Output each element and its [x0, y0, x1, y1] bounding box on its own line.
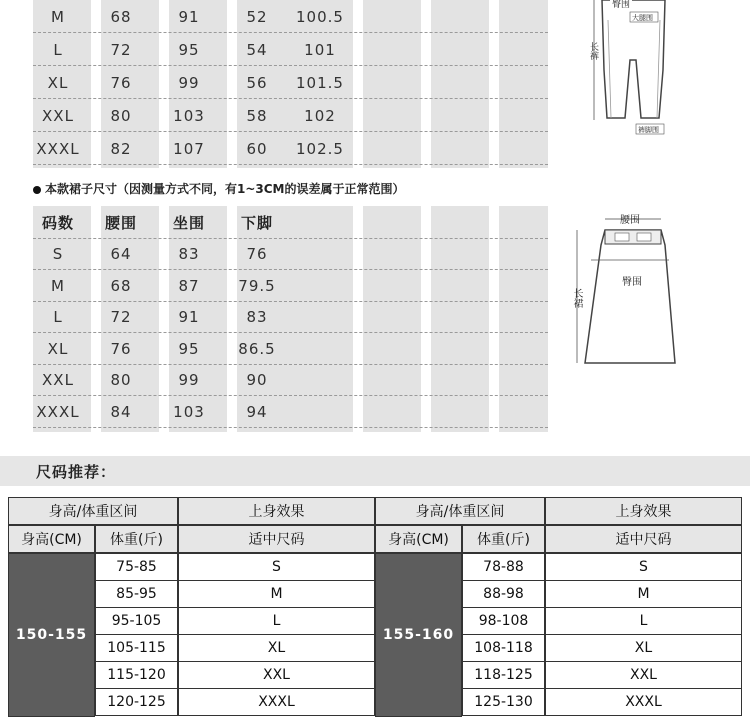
- table-cell: 72: [110, 308, 132, 327]
- size-cell: S: [178, 553, 375, 581]
- weight-header: 体重(斤): [95, 525, 178, 553]
- table-cell: XXL: [42, 371, 74, 390]
- size-cell: L: [545, 607, 742, 635]
- column-header: 码数: [41, 214, 74, 233]
- table-cell: 99: [178, 371, 200, 390]
- weight-cell: 88-98: [462, 580, 545, 608]
- pants-thigh-label: 大腿围: [632, 14, 653, 22]
- table-row: [33, 0, 548, 33]
- weight-cell: 125-130: [462, 688, 545, 716]
- table-cell: L: [53, 308, 63, 327]
- table-cell: 76: [110, 73, 132, 92]
- weight-cell: 95-105: [95, 607, 178, 635]
- table-cell: 95: [178, 339, 200, 358]
- table-row: [33, 66, 548, 99]
- range-header: 身高/体重区间: [375, 497, 545, 525]
- table-cell: 99: [178, 73, 200, 92]
- table-cell: 64: [110, 245, 132, 264]
- table-cell: XXL: [42, 106, 74, 125]
- table-cell: 95: [178, 40, 200, 59]
- pants-hip-label: 臀围: [612, 0, 631, 10]
- table-cell: 90: [246, 371, 268, 390]
- weight-cell: 98-108: [462, 607, 545, 635]
- table-cell: 79.5: [238, 276, 276, 295]
- effect-header: 上身效果: [545, 497, 742, 525]
- pants-hem-label: 裤脚围: [638, 126, 659, 134]
- effect-header: 上身效果: [178, 497, 375, 525]
- table-cell: 83: [246, 308, 268, 327]
- size-cell: XXXL: [178, 688, 375, 716]
- table-cell: 58: [246, 106, 268, 125]
- table-cell: 103: [173, 402, 205, 421]
- size-recommend-header: [0, 456, 750, 486]
- table-cell: 91: [178, 308, 200, 327]
- size-cell: XXL: [545, 661, 742, 689]
- table-cell: 80: [110, 371, 132, 390]
- table-cell: 101.5: [296, 73, 344, 92]
- table-row: [33, 333, 548, 365]
- table-cell: 82: [110, 139, 132, 158]
- skirt-header-row: [33, 207, 548, 239]
- weight-cell: 78-88: [462, 553, 545, 581]
- table-row: [33, 132, 548, 165]
- table-cell: S: [52, 245, 64, 264]
- table-cell: 52: [246, 7, 268, 26]
- weight-cell: 105-115: [95, 634, 178, 662]
- weight-cell: 115-120: [95, 661, 178, 689]
- weight-header: 体重(斤): [462, 525, 545, 553]
- weight-cell: 108-118: [462, 634, 545, 662]
- table-cell: 91: [178, 7, 200, 26]
- table-row: [33, 99, 548, 132]
- table-cell: XXXL: [36, 402, 80, 421]
- table-cell: 100.5: [296, 7, 344, 26]
- skirt-waist-label: 腰围: [620, 215, 640, 226]
- table-cell: 87: [178, 276, 200, 295]
- skirt-size-note: 本款裙子尺寸（因测量方式不同，有1~3CM的误差属于正常范围）: [33, 180, 405, 197]
- size-cell: XL: [178, 634, 375, 662]
- skirt-hip-label: 臀围: [622, 277, 642, 288]
- table-cell: XL: [47, 339, 69, 358]
- column-header: 腰围: [104, 214, 137, 233]
- table-cell: 102.5: [296, 139, 344, 158]
- weight-cell: 85-95: [95, 580, 178, 608]
- height-header: 身高(CM): [375, 525, 462, 553]
- table-cell: 56: [246, 73, 268, 92]
- table-row: [33, 365, 548, 397]
- table-cell: XXXL: [36, 139, 80, 158]
- range-header: 身高/体重区间: [8, 497, 178, 525]
- table-cell: 76: [110, 339, 132, 358]
- table-cell: 103: [173, 106, 205, 125]
- skirt-length-label: 长裙: [571, 288, 582, 308]
- size-cell: M: [545, 580, 742, 608]
- table-cell: 60: [246, 139, 268, 158]
- size-header: 适中尺码: [178, 525, 375, 553]
- table-cell: 101: [304, 40, 336, 59]
- table-cell: XL: [47, 73, 69, 92]
- section-title: 尺码推荐：: [36, 463, 117, 481]
- pants-length-label: 长裤: [588, 42, 598, 60]
- table-cell: 102: [304, 106, 336, 125]
- bullet-icon: [33, 186, 41, 194]
- height-header: 身高(CM): [8, 525, 95, 553]
- size-cell: M: [178, 580, 375, 608]
- column-header: 坐围: [172, 214, 205, 233]
- table-cell: 76: [246, 245, 268, 264]
- table-cell: M: [51, 7, 65, 26]
- table-row: [33, 396, 548, 428]
- height-range-cell: 155-160: [375, 553, 462, 717]
- table-row: [33, 239, 548, 271]
- size-header: 适中尺码: [545, 525, 742, 553]
- table-cell: 84: [110, 402, 132, 421]
- weight-cell: 75-85: [95, 553, 178, 581]
- size-cell: XL: [545, 634, 742, 662]
- table-cell: 80: [110, 106, 132, 125]
- size-cell: XXL: [178, 661, 375, 689]
- column-header: 下脚: [240, 214, 273, 233]
- weight-cell: 118-125: [462, 661, 545, 689]
- table-row: [33, 302, 548, 334]
- weight-cell: 120-125: [95, 688, 178, 716]
- table-cell: 68: [110, 7, 132, 26]
- table-cell: 54: [246, 40, 268, 59]
- table-cell: 72: [110, 40, 132, 59]
- table-row: [33, 33, 548, 66]
- table-cell: 86.5: [238, 339, 276, 358]
- table-cell: 68: [110, 276, 132, 295]
- height-range-cell: 150-155: [8, 553, 95, 717]
- table-cell: 107: [173, 139, 205, 158]
- size-cell: S: [545, 553, 742, 581]
- size-cell: L: [178, 607, 375, 635]
- size-cell: XXXL: [545, 688, 742, 716]
- table-cell: L: [53, 40, 63, 59]
- table-cell: 83: [178, 245, 200, 264]
- table-row: [33, 270, 548, 302]
- table-cell: M: [51, 276, 65, 295]
- table-cell: 94: [246, 402, 268, 421]
